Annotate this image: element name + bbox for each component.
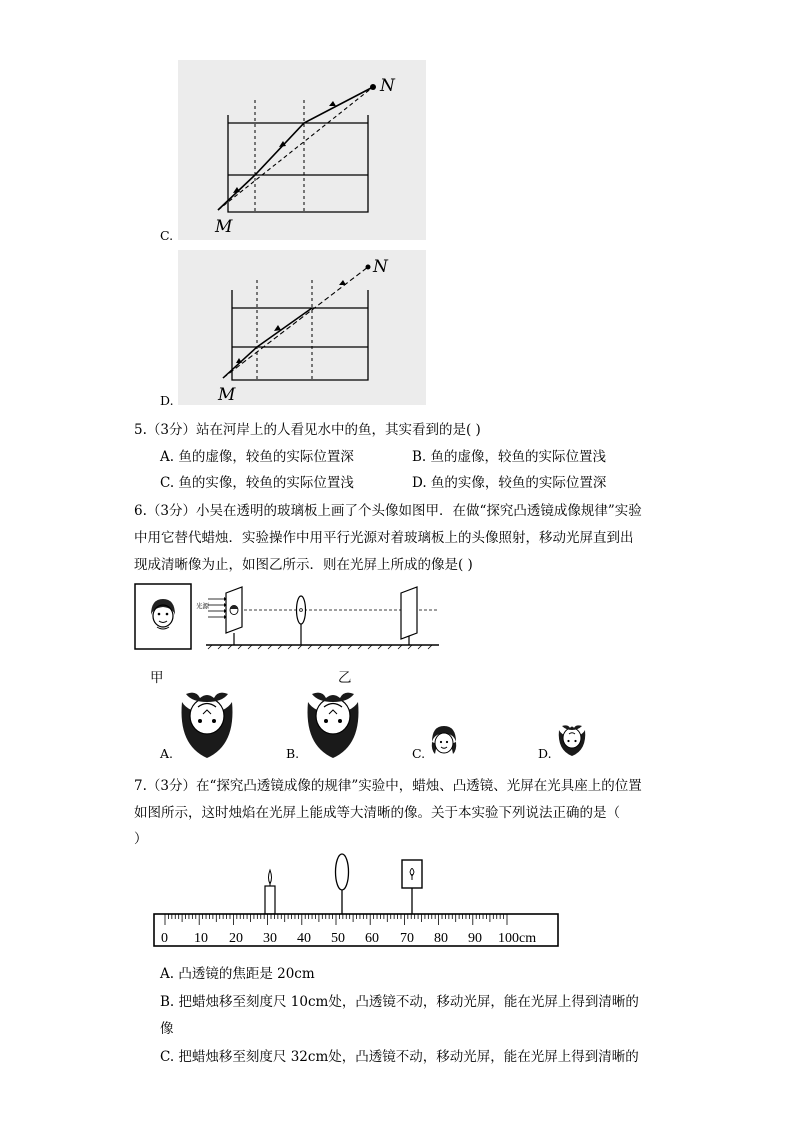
ruler-tick-label: 60 bbox=[365, 931, 379, 946]
refraction-figure-d bbox=[178, 250, 426, 405]
candle-icon bbox=[265, 870, 275, 914]
ruler-tick-label: 70 bbox=[400, 931, 414, 946]
question-7-option-b-line-1: B. 把蜡烛移至刻度尺 10cm处，凸透镜不动，移动光屏，能在光屏上得到清晰的 bbox=[160, 994, 639, 1010]
point-n-label: N bbox=[373, 257, 388, 277]
question-6-stem-line-3: 现成清晰像为止，如图乙所示．则在光屏上所成的像是( ) bbox=[134, 557, 473, 573]
optical-bench-ruler-figure bbox=[150, 852, 564, 952]
point-m-label: M bbox=[215, 217, 233, 237]
figure-yi-label: 乙 bbox=[338, 670, 352, 686]
point-n-label: N bbox=[380, 76, 395, 96]
option-c-upright-small-image bbox=[428, 724, 460, 758]
glass-plate bbox=[135, 584, 191, 649]
question-7-stem-line-3: ） bbox=[134, 831, 148, 847]
question-5-option-b: B. 鱼的虚像，较鱼的实际位置浅 bbox=[412, 449, 607, 465]
question-7-stem-line-1: 7.（3分）在“探究凸透镜成像的规律”实验中，蜡烛、凸透镜、光屏在光具座上的位置 bbox=[134, 778, 642, 794]
question-6-stem-line-2: 中用它替代蜡烛．实验操作中用平行光源对着玻璃板上的头像照射，移动光屏直到出 bbox=[134, 530, 634, 546]
question-7-stem-line-2: 如图所示，这时烛焰在光屏上能成等大清晰的像。关于本实验下列说法正确的是（ bbox=[134, 805, 620, 821]
ruler-tick-label: 100cm bbox=[498, 931, 537, 946]
point-n-dot bbox=[370, 84, 376, 90]
convex-lens bbox=[336, 854, 349, 914]
option-b-inverted-large-image bbox=[302, 690, 364, 762]
question-5-stem: 5.（3分）站在河岸上的人看见水中的鱼，其实看到的是( ) bbox=[134, 422, 481, 438]
question-5-option-d: D. 鱼的实像，较鱼的实际位置深 bbox=[412, 475, 607, 491]
option-d-label: D. bbox=[160, 393, 174, 408]
ruler-tick-label: 90 bbox=[468, 931, 482, 946]
question-7-option-a: A. 凸透镜的焦距是 20cm bbox=[160, 966, 315, 982]
light-source-label: 光源 bbox=[196, 602, 209, 610]
point-m-label: M bbox=[218, 385, 236, 405]
question-6-option-d-label: D. bbox=[538, 746, 552, 761]
question-6-option-b-label: B. bbox=[286, 746, 300, 761]
ruler-tick-label: 10 bbox=[194, 931, 208, 946]
question-6-stem-line-1: 6.（3分）小吴在透明的玻璃板上画了个头像如图甲．在做“探究凸透镜成像规律”实验 bbox=[134, 503, 642, 519]
question-5-option-a: A. 鱼的虚像，较鱼的实际位置深 bbox=[160, 449, 354, 465]
option-d-inverted-small-image bbox=[556, 724, 588, 758]
option-a-inverted-large-image bbox=[176, 690, 238, 762]
ruler-tick-label: 20 bbox=[229, 931, 243, 946]
question-5-option-c: C. 鱼的实像，较鱼的实际位置浅 bbox=[160, 475, 354, 491]
point-n-dot bbox=[366, 265, 371, 270]
question-7-option-c-line-1: C. 把蜡烛移至刻度尺 32cm处，凸透镜不动，移动光屏，能在光屏上得到清晰的 bbox=[160, 1049, 639, 1065]
question-7-option-b-line-2: 像 bbox=[160, 1021, 174, 1037]
figure-jia-label: 甲 bbox=[150, 670, 164, 686]
parallel-light-rays bbox=[208, 599, 224, 617]
ruler-tick-label: 0 bbox=[161, 931, 168, 946]
light-screen bbox=[402, 860, 422, 914]
glass-plate bbox=[226, 587, 242, 633]
ruler-tick-label: 40 bbox=[297, 931, 311, 946]
convex-lens bbox=[297, 596, 306, 624]
ruler-tick-label: 80 bbox=[434, 931, 448, 946]
figure-jia-glass-plate bbox=[134, 583, 194, 651]
figure-background bbox=[178, 250, 426, 405]
ruler-tick-label: 50 bbox=[331, 931, 345, 946]
ruler-tick-label: 30 bbox=[263, 931, 277, 946]
question-6-option-c-label: C. bbox=[412, 746, 426, 761]
figure-yi-optical-bench bbox=[194, 583, 444, 655]
question-6-option-a-label: A. bbox=[160, 746, 174, 761]
option-c-label: C. bbox=[160, 228, 174, 243]
refraction-figure-c bbox=[178, 60, 426, 240]
light-screen bbox=[401, 587, 417, 639]
